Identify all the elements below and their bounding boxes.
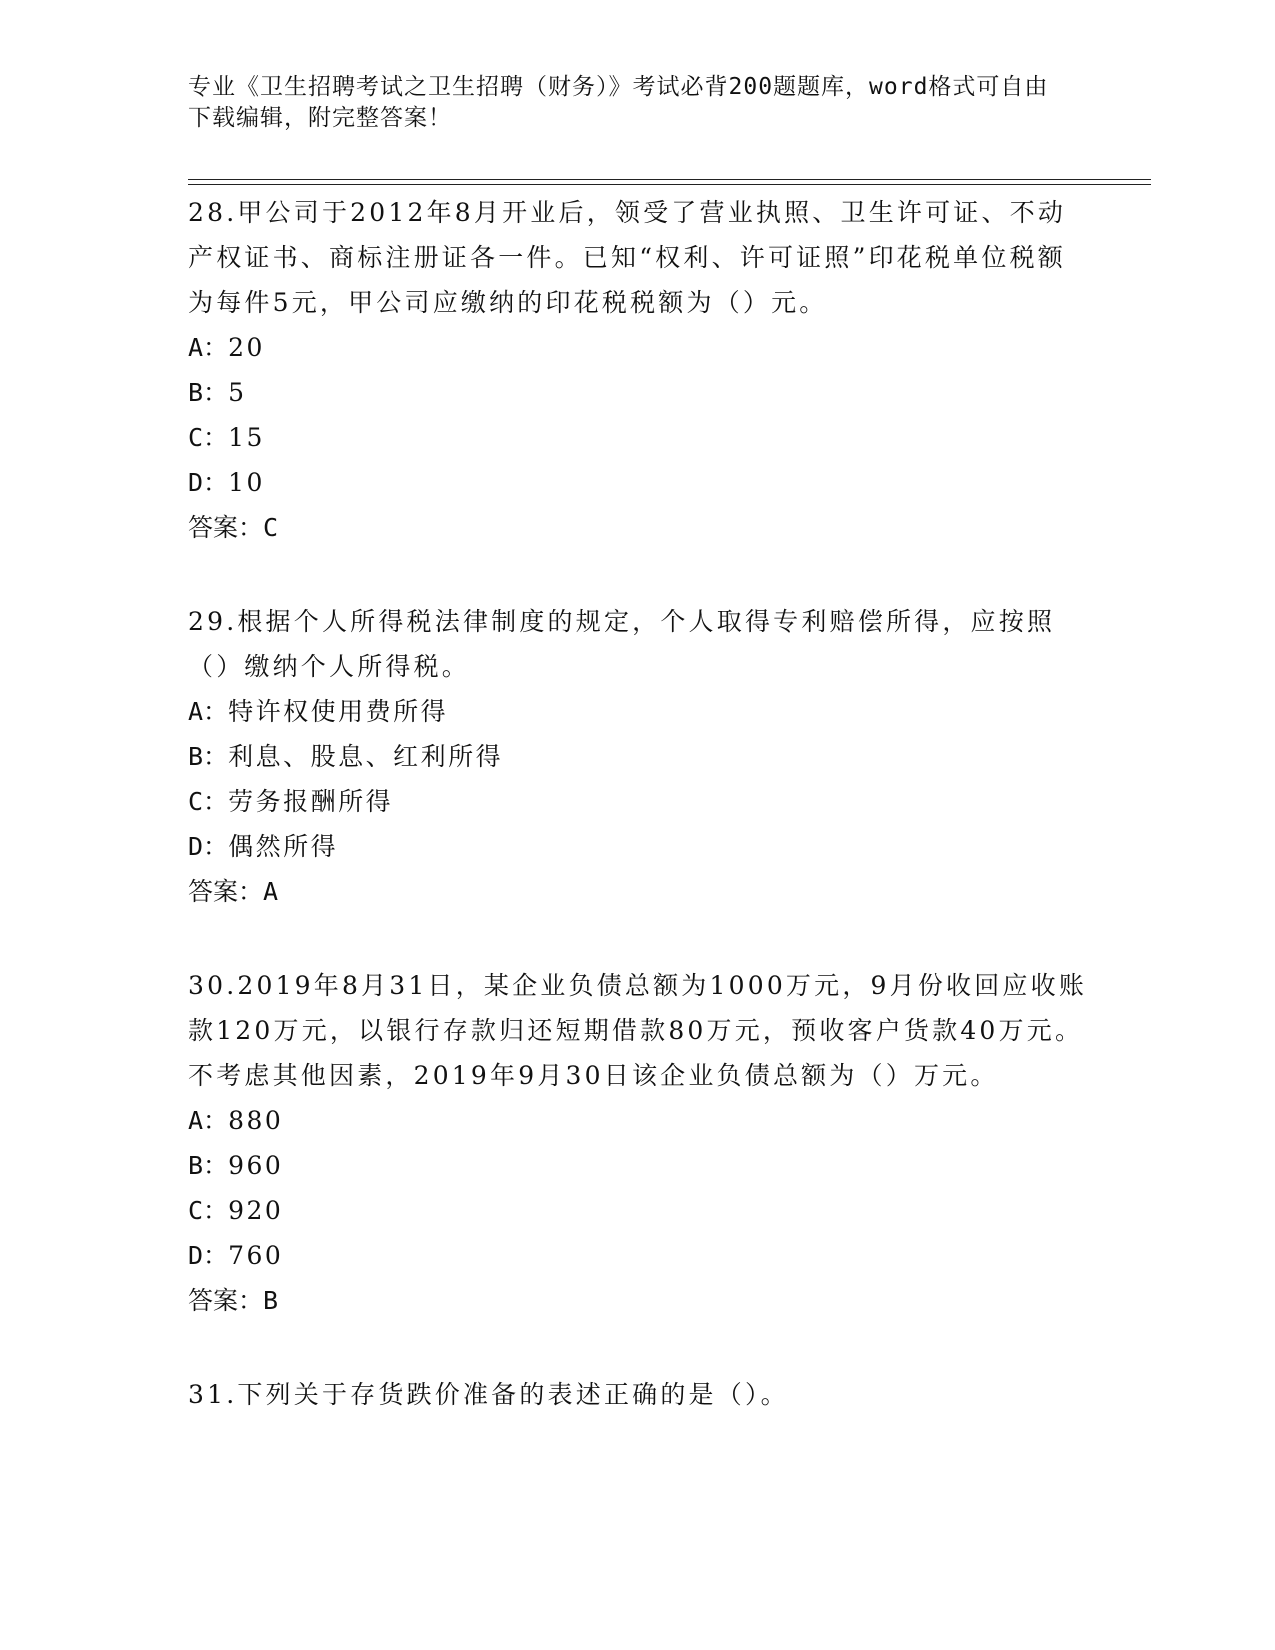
option-value: 偶然所得	[228, 832, 339, 861]
document-header	[188, 72, 1068, 134]
header-rule-top	[188, 179, 1151, 180]
option-c	[188, 1188, 1088, 1233]
option-value: 960	[228, 1151, 284, 1180]
option-key: B：	[188, 742, 229, 771]
answer-line	[188, 505, 1088, 550]
option-key: B：	[188, 1151, 229, 1180]
option-value: 20	[228, 333, 265, 362]
option-key: D：	[188, 468, 229, 497]
option-key: B：	[188, 378, 229, 407]
answer-label: 答案：	[188, 877, 264, 906]
option-value: 劳务报酬所得	[228, 787, 394, 816]
answer-label: 答案：	[188, 1286, 264, 1315]
option-d	[188, 1233, 1088, 1278]
option-value: 15	[228, 423, 265, 452]
option-d	[188, 824, 1088, 869]
option-key: C：	[188, 787, 229, 816]
answer-value: A	[263, 877, 279, 906]
option-b	[188, 370, 1088, 415]
option-key: A：	[188, 333, 229, 362]
option-value: 5	[228, 378, 247, 407]
header-title: 专业《卫生招聘考试之卫生招聘（财务）》考试必背200题题库，word格式可自由下载编辑，附完整答案！	[188, 74, 1049, 131]
option-c	[188, 415, 1088, 460]
question-text: 30.2019年8月31日，某企业负债总额为1000万元，9月份收回应收账款120万元，以银行存款归还短期借款80万元，预收客户货款40万元。不考虑其他因素，2019年9月30日该企业负债总额为（）万元。	[188, 971, 1088, 1090]
option-value: 利息、股息、红利所得	[228, 742, 504, 771]
answer-label: 答案：	[188, 513, 264, 542]
option-c	[188, 779, 1088, 824]
option-key: D：	[188, 832, 229, 861]
option-b	[188, 1143, 1088, 1188]
answer-value: B	[263, 1286, 279, 1315]
question-text: 29.根据个人所得税法律制度的规定，个人取得专利赔偿所得，应按照（）缴纳个人所得税。	[188, 607, 1056, 681]
option-key: C：	[188, 1196, 229, 1225]
question-31	[188, 1372, 1088, 1417]
question-29	[188, 599, 1088, 914]
option-value: 920	[228, 1196, 284, 1225]
answer-value: C	[263, 513, 279, 542]
answer-line	[188, 1278, 1088, 1323]
option-key: D：	[188, 1241, 229, 1270]
option-value: 10	[228, 468, 265, 497]
option-a	[188, 1098, 1088, 1143]
answer-line	[188, 869, 1088, 914]
option-a	[188, 689, 1088, 734]
option-b	[188, 734, 1088, 779]
option-value: 特许权使用费所得	[228, 697, 449, 726]
option-key: C：	[188, 423, 229, 452]
question-text: 31.下列关于存货跌价准备的表述正确的是（）。	[188, 1380, 789, 1409]
question-text: 28.甲公司于2012年8月开业后，领受了营业执照、卫生许可证、不动产权证书、商标注册证各一件。已知“权利、许可证照”印花税单位税额为每件5元，甲公司应缴纳的印花税税额为（）元。	[188, 198, 1067, 317]
question-28	[188, 190, 1088, 550]
option-d	[188, 460, 1088, 505]
header-rule-bottom	[188, 184, 1151, 185]
option-value: 880	[228, 1106, 284, 1135]
option-key: A：	[188, 1106, 229, 1135]
question-30	[188, 963, 1088, 1323]
option-a	[188, 325, 1088, 370]
option-key: A：	[188, 697, 229, 726]
question-list	[188, 190, 1088, 1466]
option-value: 760	[228, 1241, 284, 1270]
